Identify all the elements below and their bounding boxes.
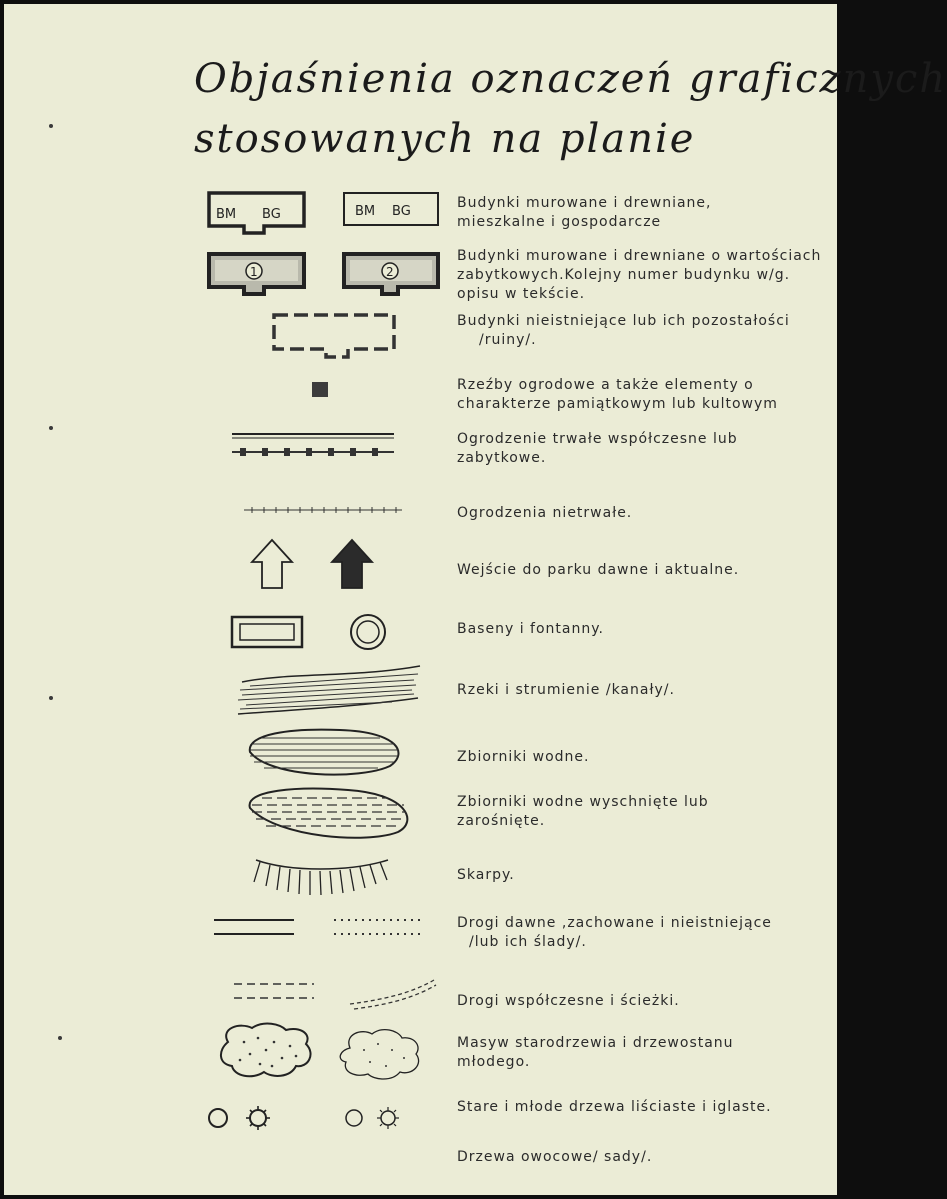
legend-item-reservoirs: Zbiorniki wodne. bbox=[457, 749, 590, 765]
svg-text:1: 1 bbox=[250, 265, 258, 279]
binder-hole-mark bbox=[49, 124, 53, 128]
dried-reservoir-symbol bbox=[238, 782, 418, 842]
legend-item-fruit-trees: Drzewa owocowe/ sady/. bbox=[457, 1149, 653, 1165]
legend-item-permanent-fence: Ogrodzenie trwałe współczesne lub zabytkowe. bbox=[457, 431, 738, 466]
escarpment-symbol bbox=[250, 852, 400, 900]
legend-item-rivers: Rzeki i strumienie /kanały/. bbox=[457, 682, 675, 698]
binder-hole-mark bbox=[58, 1036, 62, 1040]
document-page bbox=[4, 4, 947, 1195]
river-symbol bbox=[232, 662, 428, 722]
sculpture-symbol bbox=[309, 379, 333, 401]
legend-item-modern-roads: Drogi współczesne i ścieżki. bbox=[457, 993, 680, 1009]
legend-item-tree-masses: Masyw starodrzewia i drzewostanu młodego. bbox=[457, 1035, 734, 1070]
building-symbol bbox=[202, 188, 452, 238]
legend-item-escarpments: Skarpy. bbox=[457, 867, 515, 883]
legend-item-entrances: Wejście do parku dawne i aktualne. bbox=[457, 562, 740, 578]
legend-item-single-trees: Stare i młode drzewa liściaste i iglaste. bbox=[457, 1099, 772, 1115]
legend-item-old-roads: Drogi dawne ,zachowane i nieistniejące /lub ich ślady/. bbox=[457, 915, 772, 950]
page-title-line-2: stosowanych na planie bbox=[194, 116, 696, 162]
modern-roads-symbol bbox=[230, 972, 440, 1012]
binder-hole-mark bbox=[49, 426, 53, 430]
old-roads-symbol bbox=[210, 910, 430, 944]
svg-text:BG: BG bbox=[392, 204, 411, 219]
legend-item-dried-reservoirs: Zbiorniki wodne wyschnięte lub zarośnięte. bbox=[457, 794, 709, 829]
legend-item-historic-buildings: Budynki murowane i drewniane o wartościach zabytkowych.Kolejny numer budynku w/g. opisu w tekście. bbox=[457, 248, 822, 302]
legend-item-pools: Baseny i fontanny. bbox=[457, 621, 604, 637]
permanent-fence-symbol bbox=[226, 426, 406, 462]
svg-text:2: 2 bbox=[386, 265, 394, 279]
page-title-line-1: Objaśnienia oznaczeń graficznych bbox=[194, 56, 947, 102]
temporary-fence-symbol bbox=[240, 502, 410, 518]
svg-text:BM: BM bbox=[355, 204, 376, 219]
legend-item-buildings: Budynki murowane i drewniane, mieszkalne i gospodarcze bbox=[457, 195, 712, 230]
legend-item-sculptures: Rzeźby ogrodowe a także elementy o charakterze pamiątkowym lub kultowym bbox=[457, 377, 778, 412]
svg-text:BG: BG bbox=[262, 207, 281, 222]
entrance-arrows-symbol bbox=[244, 536, 384, 592]
tree-mass-symbol bbox=[216, 1020, 432, 1086]
single-trees-symbol bbox=[202, 1100, 422, 1136]
svg-text:BM: BM bbox=[216, 207, 237, 222]
legend-item-ruins: Budynki nieistniejące lub ich pozostałości /ruiny/. bbox=[457, 313, 790, 348]
historic-building-symbol bbox=[202, 249, 452, 299]
ruins-symbol bbox=[266, 309, 406, 364]
binder-hole-mark bbox=[49, 696, 53, 700]
pools-fountains-symbol bbox=[226, 611, 396, 655]
reservoir-symbol bbox=[240, 724, 410, 780]
legend-item-temporary-fence: Ogrodzenia nietrwałe. bbox=[457, 505, 633, 521]
